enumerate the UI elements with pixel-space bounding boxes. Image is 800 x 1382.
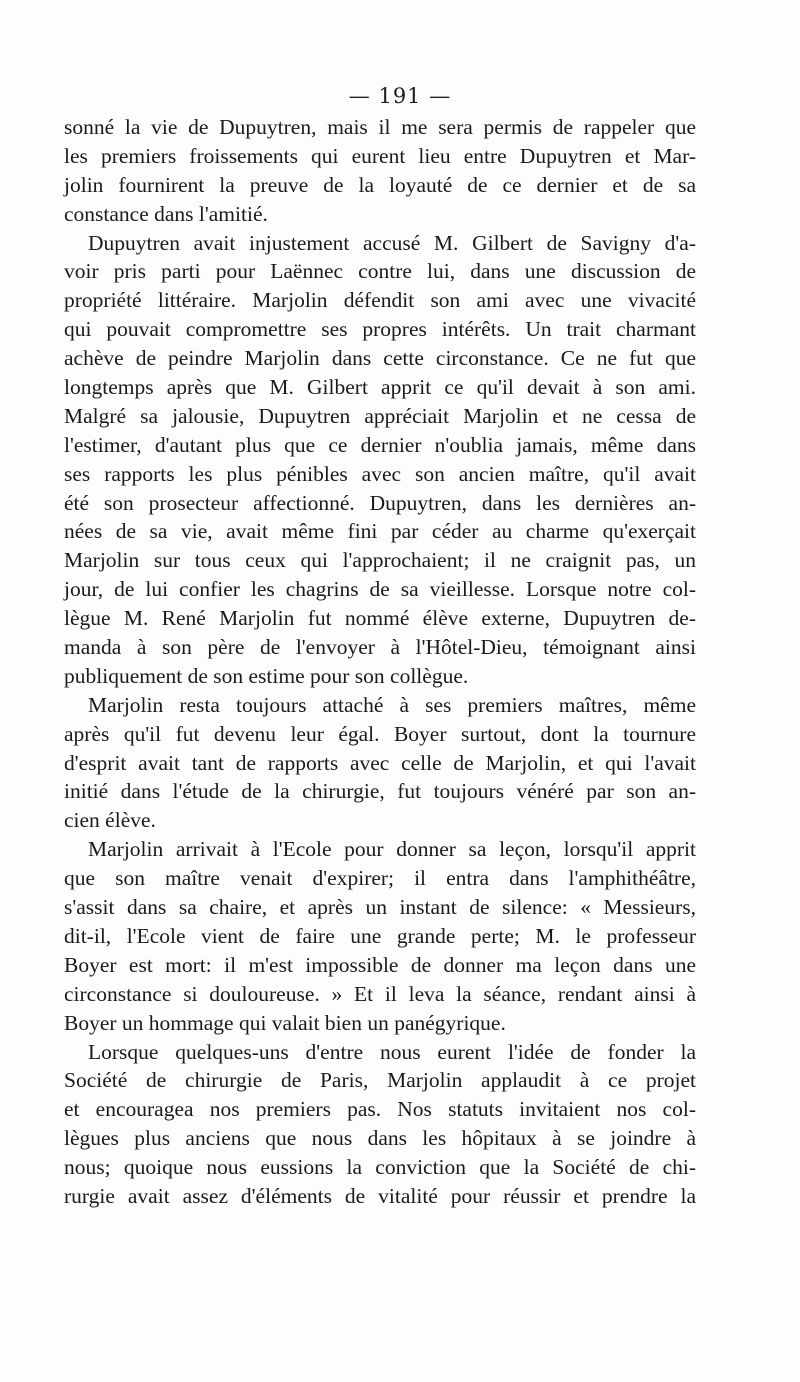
page-number: — 191 — bbox=[348, 84, 452, 108]
text-line: achève de peindre Marjolin dans cette circonstance. Ce ne fut que bbox=[64, 346, 696, 371]
text-line: d'esprit avait tant de rapports avec celle de Marjolin, et qui l'avait bbox=[64, 750, 696, 775]
text-line: nées de sa vie, avait même fini par céder au charme qu'exerçait bbox=[64, 519, 696, 544]
text-line: jolin fournirent la preuve de la loyauté de ce dernier et de sa bbox=[64, 172, 696, 197]
paragraph bbox=[64, 229, 696, 691]
text-line: nous; quoique nous eussions la conviction que la Société de chi- bbox=[64, 1155, 696, 1180]
text-line: Dupuytren avait injustement accusé M. Gilbert de Savigny d'a- bbox=[88, 230, 696, 255]
text-line: initié dans l'étude de la chirurgie, fut toujours vénéré par son an- bbox=[64, 779, 696, 804]
text-line: publiquement de son estime pour son collègue. bbox=[64, 663, 469, 688]
text-line: ses rapports les plus pénibles avec son ancien maître, qu'il avait bbox=[64, 461, 696, 486]
text-line: rurgie avait assez d'éléments de vitalité pour réussir et prendre la bbox=[64, 1183, 696, 1208]
text-line: jour, de lui confier les chagrins de sa vieillesse. Lorsque notre col- bbox=[64, 577, 696, 602]
text-line: voir pris parti pour Laënnec contre lui, dans une discussion de bbox=[64, 259, 696, 284]
text-line: manda à son père de l'envoyer à l'Hôtel-Dieu, témoignant ainsi bbox=[64, 635, 696, 660]
text-line: lègue M. René Marjolin fut nommé élève externe, Dupuytren de- bbox=[64, 606, 696, 631]
body-text bbox=[64, 113, 696, 1211]
text-line: sonné la vie de Dupuytren, mais il me sera permis de rappeler que bbox=[64, 115, 696, 139]
text-line: Marjolin resta toujours attaché à ses premiers maîtres, même bbox=[88, 692, 696, 717]
text-line: constance dans l'amitié. bbox=[64, 201, 268, 226]
text-line: qui pouvait compromettre ses propres intérêts. Un trait charmant bbox=[64, 317, 696, 342]
paragraph bbox=[64, 835, 696, 1037]
text-line: les premiers froissements qui eurent lieu entre Dupuytren et Mar- bbox=[64, 143, 696, 168]
text-line: que son maître venait d'expirer; il entra dans l'amphithéâtre, bbox=[64, 866, 696, 891]
text-line: et encouragea nos premiers pas. Nos statuts invitaient nos col- bbox=[64, 1097, 696, 1122]
text-line: circonstance si douloureuse. » Et il leva la séance, rendant ainsi à bbox=[64, 981, 696, 1006]
text-line: l'estimer, d'autant plus que ce dernier n'oublia jamais, même dans bbox=[64, 432, 696, 457]
text-line: lègues plus anciens que nous dans les hôpitaux à se joindre à bbox=[64, 1126, 696, 1151]
text-line: Marjolin arrivait à l'Ecole pour donner sa leçon, lorsqu'il apprit bbox=[88, 837, 696, 862]
text-line: Boyer un hommage qui valait bien un panégyrique. bbox=[64, 1010, 506, 1035]
text-line: s'assit dans sa chaire, et après un instant de silence: « Messieurs, bbox=[64, 895, 696, 920]
text-line: été son prosecteur affectionné. Dupuytren, dans les dernières an- bbox=[64, 490, 696, 515]
paragraph bbox=[64, 691, 696, 835]
text-line: Lorsque quelques-uns d'entre nous eurent l'idée de fonder la bbox=[88, 1039, 696, 1064]
text-line: longtemps après que M. Gilbert apprit ce qu'il devait à son ami. bbox=[64, 375, 696, 400]
text-line: cien élève. bbox=[64, 808, 156, 833]
text-line: Boyer est mort: il m'est impossible de donner ma leçon dans une bbox=[64, 952, 696, 977]
text-line: dit-il, l'Ecole vient de faire une grande perte; M. le professeur bbox=[64, 923, 696, 948]
text-line: propriété littéraire. Marjolin défendit son ami avec une vivacité bbox=[64, 288, 696, 313]
text-line: Malgré sa jalousie, Dupuytren appréciait Marjolin et ne cessa de bbox=[64, 403, 696, 428]
text-line: Marjolin sur tous ceux qui l'approchaient; il ne craignit pas, un bbox=[64, 548, 696, 573]
text-line: après qu'il fut devenu leur égal. Boyer surtout, dont la tournure bbox=[64, 721, 696, 746]
text-line: Société de chirurgie de Paris, Marjolin applaudit à ce projet bbox=[64, 1068, 696, 1093]
paragraph bbox=[64, 113, 696, 229]
paragraph bbox=[64, 1038, 696, 1211]
